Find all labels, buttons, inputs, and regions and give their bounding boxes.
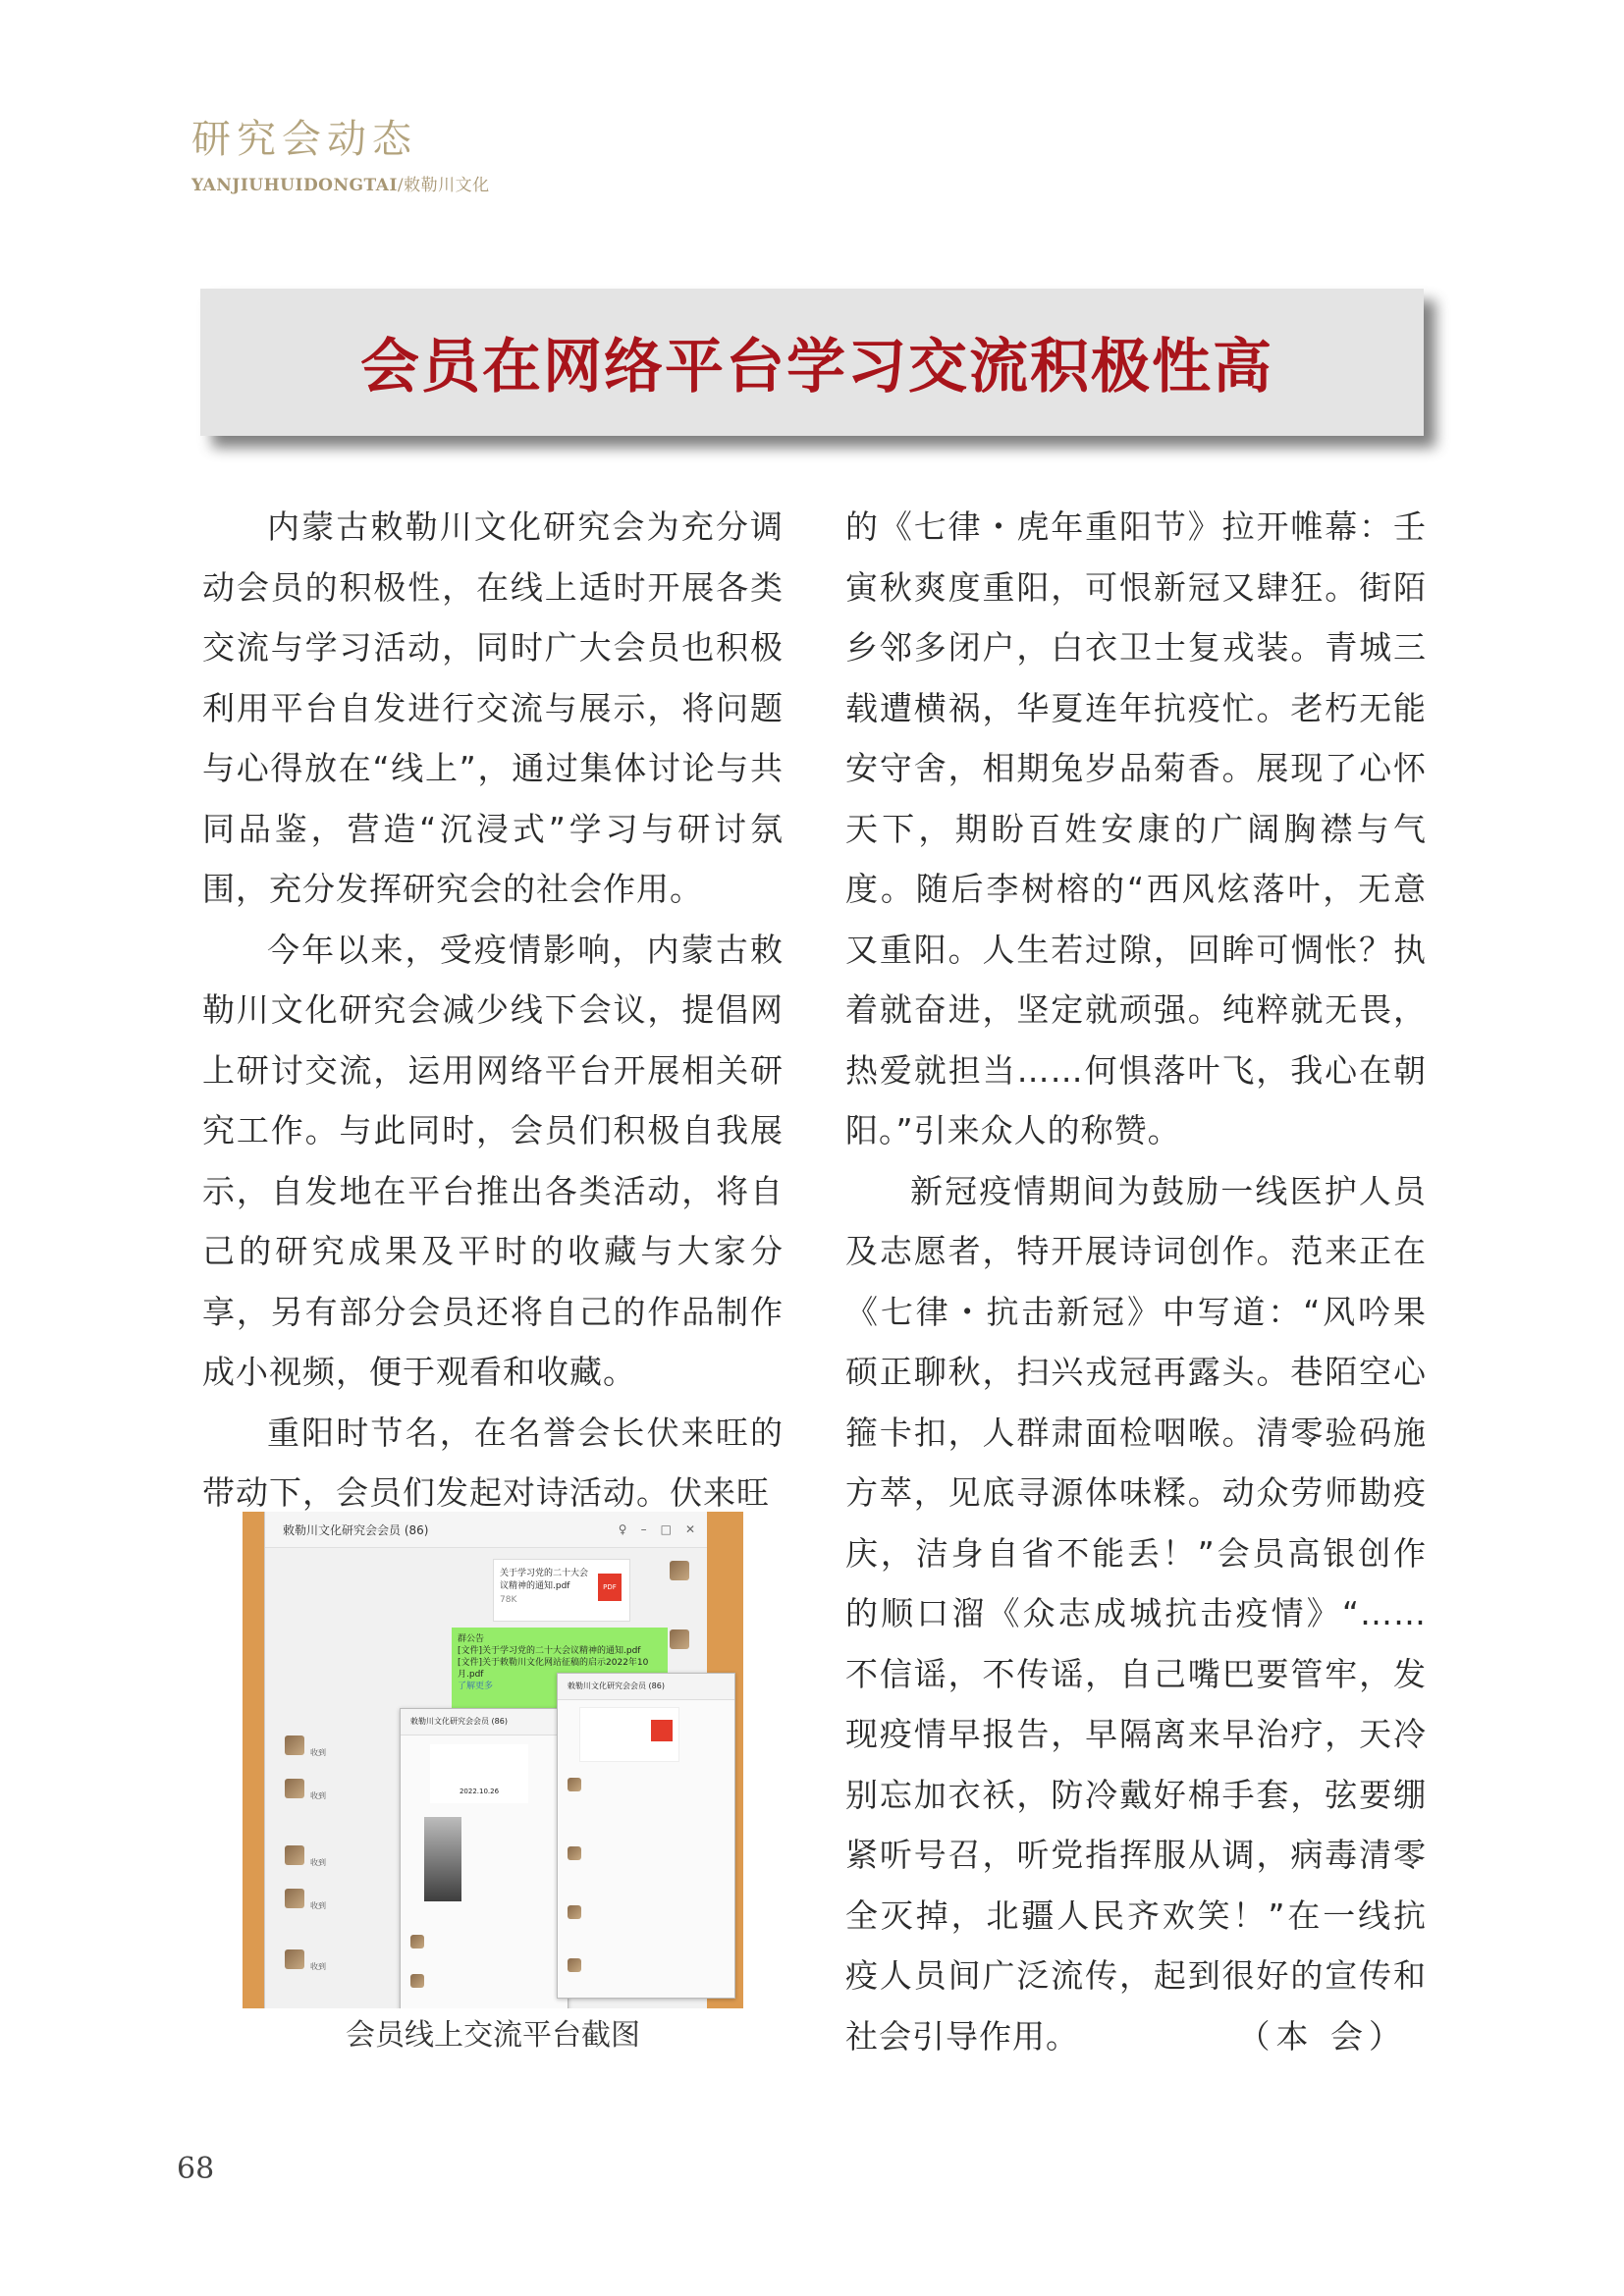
file-size: 78K bbox=[500, 1595, 517, 1605]
window-controls bbox=[619, 1522, 695, 1536]
photo-thumbnail bbox=[424, 1817, 461, 1901]
avatar bbox=[285, 1949, 304, 1969]
avatar bbox=[568, 1778, 581, 1791]
list-item: 收到 bbox=[310, 1748, 326, 1757]
list-item: 收到 bbox=[310, 1901, 326, 1910]
section-pinyin: YANJIUHUIDONGTAI bbox=[191, 176, 398, 195]
avatar bbox=[670, 1561, 689, 1580]
paragraph: 重阳时节名，在名誉会长伏来旺的带动下，会员们发起对诗活动。伏来旺 bbox=[202, 1413, 784, 1512]
avatar bbox=[285, 1735, 304, 1755]
paragraph: 今年以来，受疫情影响，内蒙古敕勒川文化研究会减少线下会议，提倡网上研讨交流，运用网络平台开展相关研究工作。与此同时，会员们积极自我展示，自发地在平台推出各类活动，将自己的研究成果及平时的收藏与大家分享，另有部分会员还将自己的作品制作成小视频，便于观看和收藏。 bbox=[202, 930, 784, 1391]
notice-line: [文件]关于学习党的二十大会议精神的通知.pdf bbox=[458, 1646, 641, 1656]
chat-window-overlay-2 bbox=[557, 1673, 735, 1999]
avatar bbox=[670, 1629, 689, 1649]
page-number: 68 bbox=[177, 2152, 215, 2186]
left-column bbox=[202, 497, 784, 1523]
notice-line: [文件]关于敕勒川文化网站征稿的启示2022年10月.pdf bbox=[458, 1658, 649, 1680]
paragraph bbox=[845, 1161, 1427, 2067]
avatar bbox=[568, 1958, 581, 1972]
notice-more-link: 了解更多 bbox=[458, 1682, 494, 1691]
notice-heading: 群公告 bbox=[458, 1634, 485, 1644]
overlay-title: 敕勒川文化研究会会员 (86) bbox=[401, 1709, 568, 1735]
avatar bbox=[410, 1974, 424, 1988]
pin-icon: ♀ bbox=[618, 1522, 627, 1536]
paragraph: 的《七律・虎年重阳节》拉开帷幕：壬寅秋爽度重阳，可恨新冠又肆狂。街陌乡邻多闭户，白衣卫士复戎装。青城三载遭横祸，华夏连年抗疫忙。老朽无能安守舍，相期兔岁品菊香。展现了心怀天下，期盼百姓安康的广阔胸襟与气度。随后李树榕的“西风炫落叶，无意又重阳。人生若过隙，回眸可惆怅？执着就奋进，坚定就顽强。纯粹就无畏，热爱就担当……何惧落叶飞，我心在朝阳。”引来众人的称赞。 bbox=[845, 507, 1427, 1149]
overlay-date: 2022.10.26 bbox=[459, 1788, 500, 1795]
app-logo-icon bbox=[651, 1720, 673, 1741]
overlay-card bbox=[430, 1744, 528, 1803]
section-subtitle bbox=[191, 171, 490, 195]
overlay-card bbox=[579, 1707, 679, 1762]
list-item: 收到 bbox=[310, 1791, 326, 1800]
maximize-icon: □ bbox=[660, 1522, 672, 1536]
avatar bbox=[285, 1779, 304, 1798]
title-box bbox=[200, 289, 1424, 436]
list-item: 收到 bbox=[310, 1962, 326, 1971]
avatar bbox=[568, 1905, 581, 1919]
pdf-file-icon: PDF bbox=[598, 1574, 622, 1601]
avatar bbox=[285, 1845, 304, 1865]
avatar bbox=[285, 1889, 304, 1908]
close-icon: ✕ bbox=[684, 1522, 695, 1536]
paragraph: 内蒙古敕勒川文化研究会为充分调动会员的积极性，在线上适时开展各类交流与学习活动，同时广大会员也积极利用平台自发进行交流与展示，将问题与心得放在“线上”，通过集体讨论与共同品鉴，营造“沉浸式”学习与研讨氛围，充分发挥研究会的社会作用。 bbox=[202, 507, 784, 908]
overlay-title: 敕勒川文化研究会会员 (86) bbox=[558, 1674, 734, 1700]
paragraph-text: 新冠疫情期间为鼓励一线医护人员及志愿者，特开展诗词创作。范来正在《七律・抗击新冠》中写道：“风吟果硕正聊秋，扫兴戎冠再露头。巷陌空心箍卡扣，人群肃面检咽喉。清零验码施方萃，见底寻源体味糅。动众劳师勘疫庆，洁身自省不能丢！”会员高银创作的顺口溜《众志成城抗击疫情》“……不信谣，不传谣，自己嘴巴要管牢，发现疫情早报告，早隔离来早治疗，天冷别忘加衣袄，防冷戴好棉手套，弦要绷紧听号召，听党指挥服从调，病毒清零全灭掉，北疆人民齐欢笑！”在一线抗疫人员间广泛流传，起到很好的宣传和社会引导作用。 bbox=[845, 1171, 1427, 2056]
list-item: 收到 bbox=[310, 1858, 326, 1867]
chat-window-title: 敕勒川文化研究会会员 (86) bbox=[283, 1522, 429, 1537]
section-brand: 敕勒川文化 bbox=[404, 176, 490, 195]
avatar bbox=[410, 1935, 424, 1949]
file-message bbox=[493, 1559, 630, 1622]
chat-window-titlebar bbox=[265, 1512, 707, 1548]
avatar bbox=[568, 1846, 581, 1860]
file-name: 关于学习党的二十大会议精神的通知.pdf bbox=[500, 1569, 589, 1591]
section-title: 研究会动态 bbox=[191, 117, 417, 162]
minimize-icon: – bbox=[640, 1522, 647, 1536]
section-header bbox=[191, 116, 490, 195]
chat-screenshot-figure bbox=[243, 1512, 743, 2008]
right-column bbox=[845, 497, 1427, 2066]
section-slash: / bbox=[397, 176, 405, 195]
article-title: 会员在网络平台学习交流积极性高 bbox=[360, 333, 1273, 401]
figure-caption: 会员线上交流平台截图 bbox=[346, 2018, 640, 2053]
author-signature: （本 会） bbox=[1237, 2016, 1407, 2056]
chat-window-overlay-1 bbox=[400, 1708, 568, 2008]
